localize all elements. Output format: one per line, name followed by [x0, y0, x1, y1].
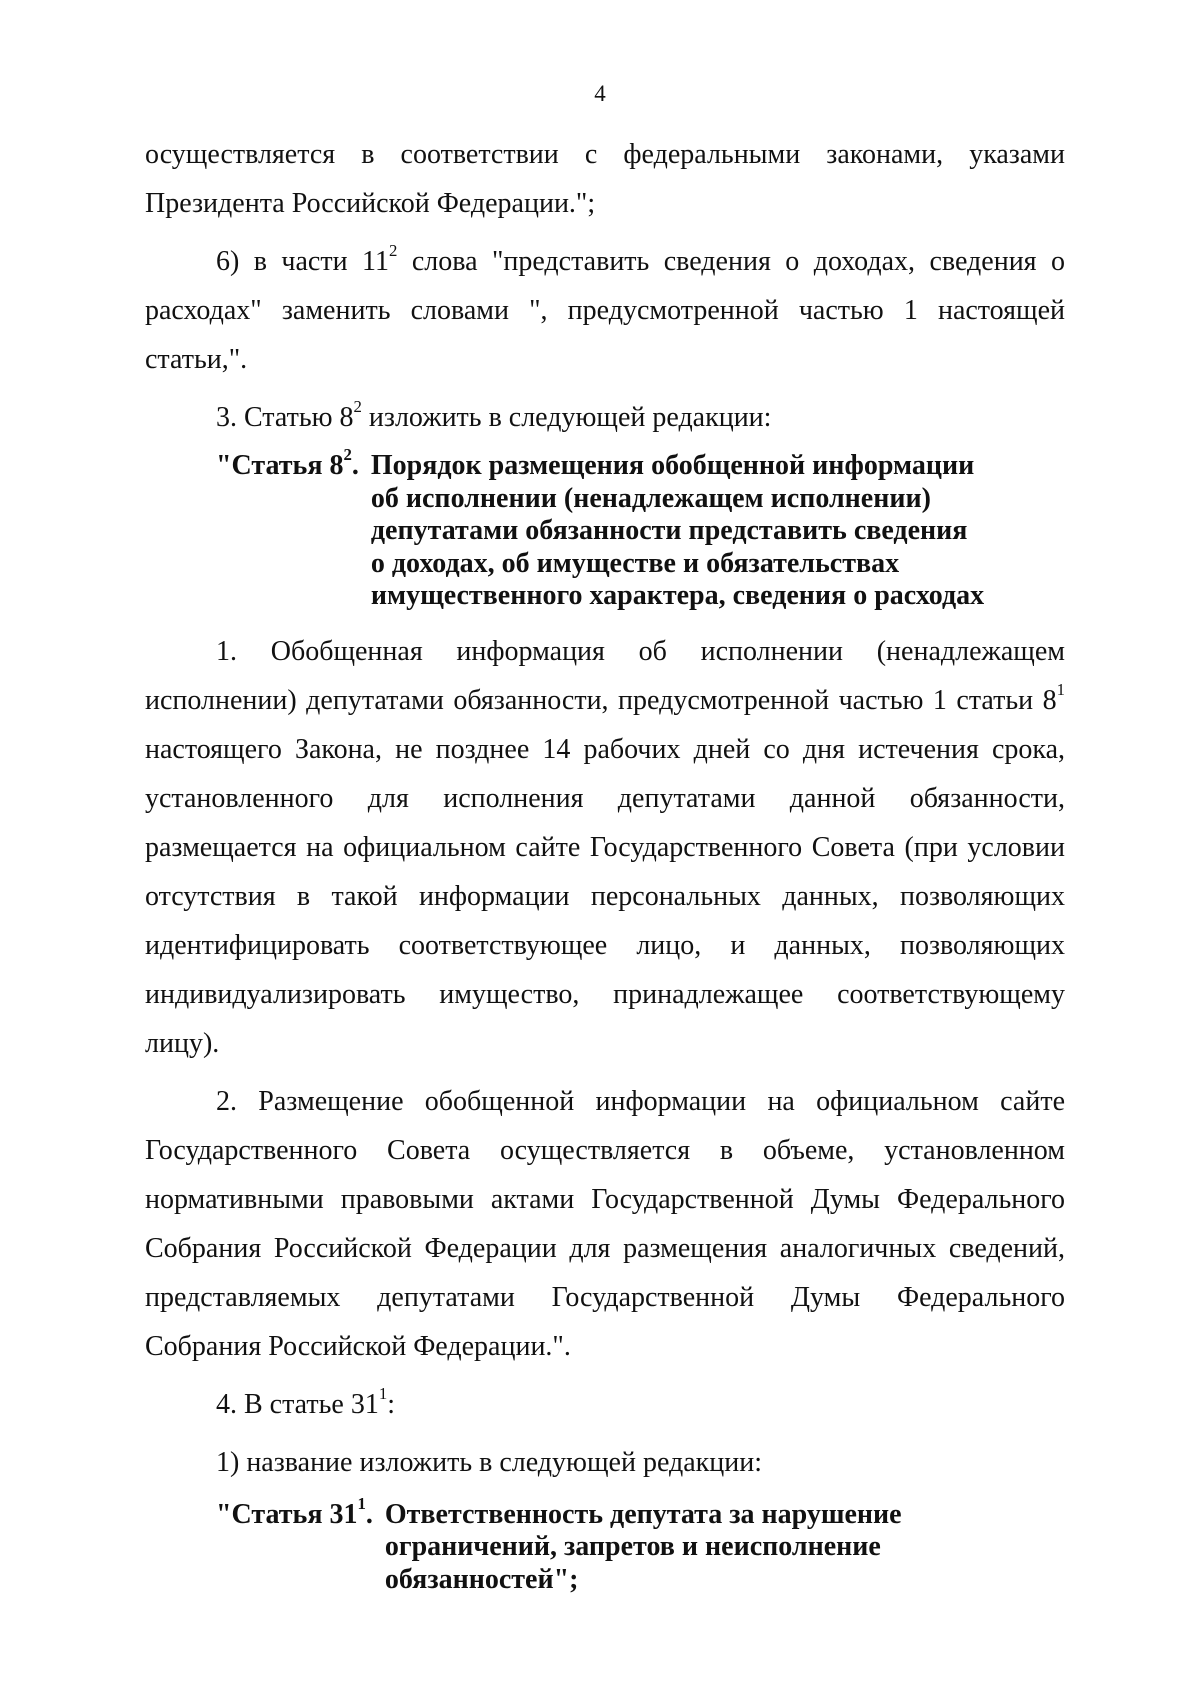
item-3-paragraph	[145, 393, 1065, 442]
continuation-line-2: Президента Российской Федерации.";	[145, 188, 596, 219]
item-3-text-pre: 3. Статью 8	[216, 402, 354, 433]
article-31-1-label	[216, 1493, 385, 1597]
article-31-1-title	[385, 1499, 1065, 1597]
paragraph-1-text-pre: 1. Обобщенная информация об исполнении (ненадлежащем исполнении) депутатами обязанности, предусмотренной частью 1 статьи 8	[145, 635, 1065, 716]
article-8-2-label-post: .	[351, 450, 359, 481]
article-31-1-label-post: .	[365, 1498, 373, 1530]
continuation-line-1: осуществляется в соответствии с федеральными законами, указами	[145, 139, 1065, 170]
paragraph-1	[145, 627, 1065, 1068]
item-4-superscript: 1	[378, 1383, 388, 1403]
article-8-2-title-line: об исполнении (ненадлежащем исполнении)	[370, 482, 931, 514]
article-31-1-title-line: Ответственность депутата за нарушение	[384, 1498, 902, 1530]
article-8-2-heading	[145, 445, 1065, 613]
paragraph-2: 2. Размещение обобщенной информации на официальном сайте Государственного Совета осуществляется в объеме, установленном нормативными правовыми актами Государственной Думы Федерального Собрания Российской Федерации для размещения аналогичных сведений, представляемых депутатами Государственной Думы Федерального Собрания Российской Федерации.".	[145, 1085, 1065, 1362]
item-4-text-pre: 4. В статье 31	[216, 1388, 379, 1420]
article-8-2-label-superscript: 2	[343, 445, 352, 465]
article-31-1-label-superscript: 1	[357, 1493, 366, 1513]
item-3-superscript: 2	[353, 397, 362, 417]
article-8-2-title-line: имущественного характера, сведения о расходах	[370, 580, 985, 611]
article-31-1-title-line: ограничений, запретов и неисполнение	[384, 1531, 881, 1562]
paragraph-1-text-post: настоящего Закона, не позднее 14 рабочих дней со дня истечения срока, установленного для исполнения депутатами данной обязанности, размещается на официальном сайте Государственного Совета (при условии отсутствия в такой информации персональных данных, позволяющих идентифицировать соответствующее лицо, и данных, позволяющих индивидуализировать имущество, принадлежащее соответствующему лицу).	[145, 733, 1065, 1059]
item-6-text-post: слова "представить сведения о доходах, сведения о расходах" заменить словами ", предусмотренной частью 1 настоящей статьи,".	[145, 246, 1065, 375]
item-4-1-paragraph: 1) название изложить в следующей редакции:	[216, 1446, 763, 1478]
document-body	[145, 130, 1065, 1596]
item-3-text-post: изложить в следующей редакции:	[361, 402, 772, 433]
article-31-1-heading	[145, 1493, 1065, 1597]
article-8-2-title	[371, 450, 1065, 613]
page-number: 4	[594, 81, 606, 106]
paragraph-1-superscript: 1	[1056, 679, 1065, 699]
item-6-paragraph	[145, 237, 1065, 384]
item-6-text-pre: 6) в части 11	[216, 246, 389, 277]
article-31-1-label-pre: "Статья 31	[216, 1498, 358, 1530]
item-4-paragraph	[145, 1380, 1065, 1429]
item-6-superscript: 2	[389, 241, 398, 261]
article-8-2-title-line: Порядок размещения обобщенной информации	[370, 450, 975, 481]
article-31-1-title-line: обязанностей";	[384, 1563, 579, 1595]
item-4-text-post: :	[387, 1388, 395, 1420]
article-8-2-title-line: о доходах, об имуществе и обязательствах	[370, 547, 900, 579]
article-8-2-label	[216, 445, 371, 613]
article-8-2-title-line: депутатами обязанности представить сведения	[370, 515, 968, 546]
article-8-2-label-pre: "Статья 8	[216, 450, 344, 481]
